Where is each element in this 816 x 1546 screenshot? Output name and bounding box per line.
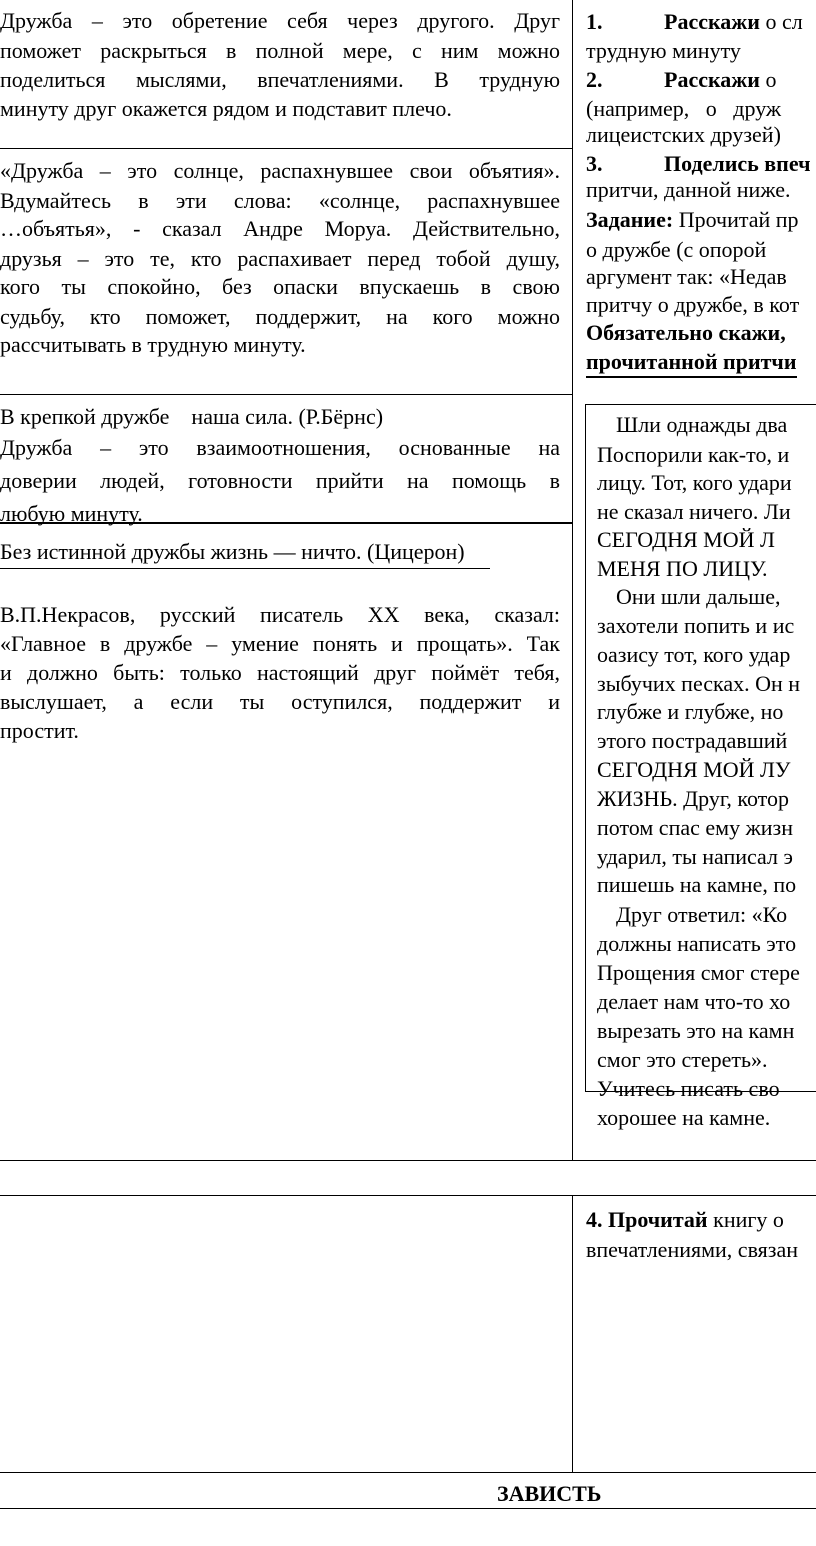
task-2 <box>586 65 776 94</box>
cell3-line: любую минуту. <box>0 501 143 526</box>
parable-line: Поспорили как-то, и <box>597 442 790 467</box>
parable-line: должны написать это <box>597 931 797 956</box>
task-number: 1. <box>586 9 603 34</box>
cell2-line: Вдумайтесь в эти слова: «солнце, распахнувшее <box>0 188 560 213</box>
parable-line: вырезать это на камн <box>597 1018 795 1043</box>
task-verb: Расскажи <box>664 9 760 34</box>
assignment-label: Задание: <box>586 207 674 232</box>
cell2-line: кого ты спокойно, без опаски впускаешь в свою <box>0 274 560 299</box>
parable-line: глубже и глубже, но <box>597 699 784 724</box>
task-1-line2: трудную минуту <box>586 38 741 63</box>
parable-line: смог это стереть». <box>597 1047 768 1072</box>
task-2-line2: (например, о друж <box>586 96 782 121</box>
parable-line: ударил, ты написал э <box>597 844 793 869</box>
parable-line: СЕГОДНЯ МОЙ Л <box>597 527 775 552</box>
task-number: 2. <box>586 67 603 92</box>
assignment-line2: о дружбе (с опорой <box>586 237 767 262</box>
assignment-line1 <box>586 205 799 234</box>
cell3-line: Дружба – это взаимоотношения, основанные на <box>0 435 560 460</box>
cell5-line: В.П.Некрасов, русский писатель XX века, сказал: <box>0 602 560 627</box>
task-rest: о <box>759 67 777 92</box>
task-verb: Поделись впеч <box>664 151 811 176</box>
table-bottom-border <box>0 1160 816 1161</box>
task-2-line3: лицеистских друзей) <box>586 122 781 147</box>
cell3-line: доверии людей, готовности прийти на помощь в <box>0 468 560 493</box>
task-4-verb: 4. Прочитай <box>586 1207 708 1232</box>
task-4-rest: книгу о <box>707 1207 784 1232</box>
row-divider <box>0 394 572 395</box>
parable-line: Шли однажды два <box>616 412 788 437</box>
parable-line: Они шли дальше, <box>616 584 781 609</box>
section-heading: ЗАВИСТЬ <box>497 1481 602 1506</box>
task-3-line2: притчи, данной ниже. <box>586 177 791 202</box>
parable-line: зыбучих песках. Он н <box>597 671 801 696</box>
assignment-line4: притчу о дружбе, в кот <box>586 292 800 317</box>
row-divider <box>0 148 572 149</box>
parable-line: Друг ответил: «Ко <box>616 902 788 927</box>
parable-line: потом спас ему жизн <box>597 815 794 840</box>
task-1 <box>586 7 803 36</box>
task-3 <box>586 149 810 178</box>
task-4-line1 <box>586 1205 784 1234</box>
assignment-line3: аргумент так: «Недав <box>586 264 787 289</box>
assignment-bold2: прочитанной притчи <box>586 347 797 378</box>
parable-line: ЖИЗНЬ. Друг, котор <box>597 786 790 811</box>
table2-bottom-border <box>0 1508 816 1509</box>
cell1-line: минуту друг окажется рядом и подставит плечо. <box>0 96 452 121</box>
parable-line: Учитесь писать сво <box>597 1076 780 1101</box>
cell5-line: простит. <box>0 718 79 743</box>
parable-line: делает нам что-то хо <box>597 989 791 1014</box>
assignment-text: Прочитай пр <box>673 207 799 232</box>
cell2-line: судьбу, кто поможет, поддержит, на кого можно <box>0 304 560 329</box>
cell1-line: Дружба – это обретение себя через другого. Друг <box>0 8 560 33</box>
quote-underline <box>0 568 490 569</box>
task-verb: Расскажи <box>664 67 760 92</box>
assignment-bold1: Обязательно скажи, <box>586 320 786 345</box>
parable-line: хорошее на камне. <box>597 1105 771 1130</box>
cell5-line: и должно быть: только настоящий друг поймёт тебя, <box>0 660 560 685</box>
cell2-line: «Дружба – это солнце, распахнувшее свои объятия». <box>0 158 560 183</box>
cicero-quote: Без истинной дружбы жизнь — ничто. (Цицерон) <box>0 539 465 564</box>
parable-line: не сказал ничего. Ли <box>597 499 791 524</box>
parable-line: оазису тот, кого удар <box>597 642 791 667</box>
task-rest: о сл <box>759 9 803 34</box>
parable-line: этого пострадавший <box>597 728 788 753</box>
task-4-line2: впечатлениями, связан <box>586 1237 799 1262</box>
cell2-line: друзья – это те, кто распахивает перед тобой душу, <box>0 246 560 271</box>
cell2-line: рассчитывать в трудную минуту. <box>0 332 306 357</box>
parable-line: лицу. Тот, кого удари <box>597 470 792 495</box>
task-4-cell <box>573 1196 816 1472</box>
parable-line: МЕНЯ ПО ЛИЦУ. <box>597 556 768 581</box>
cell1-line: поможет раскрыться в полной мере, с ним можно <box>0 38 560 63</box>
cell2-line: …объятья», - сказал Андре Моруа. Действительно, <box>0 216 560 241</box>
cell1-line: поделиться мыслями, впечатлениями. В трудную <box>0 67 560 92</box>
table2-row-border <box>0 1472 816 1473</box>
parable-line: пишешь на камне, по <box>597 872 797 897</box>
burns-quote: В крепкой дружбе наша сила. (Р.Бёрнс) <box>0 404 384 429</box>
task-number: 3. <box>586 151 603 176</box>
cell5-line: «Главное в дружбе – умение понять и прощать». Так <box>0 631 560 656</box>
cell5-line: выслушает, а если ты оступился, поддержит и <box>0 689 560 714</box>
parable-line: захотели попить и ис <box>597 613 795 638</box>
parable-line: СЕГОДНЯ МОЙ ЛУ <box>597 757 791 782</box>
right-column <box>573 0 816 1160</box>
parable-line: Прощения смог стере <box>597 960 800 985</box>
